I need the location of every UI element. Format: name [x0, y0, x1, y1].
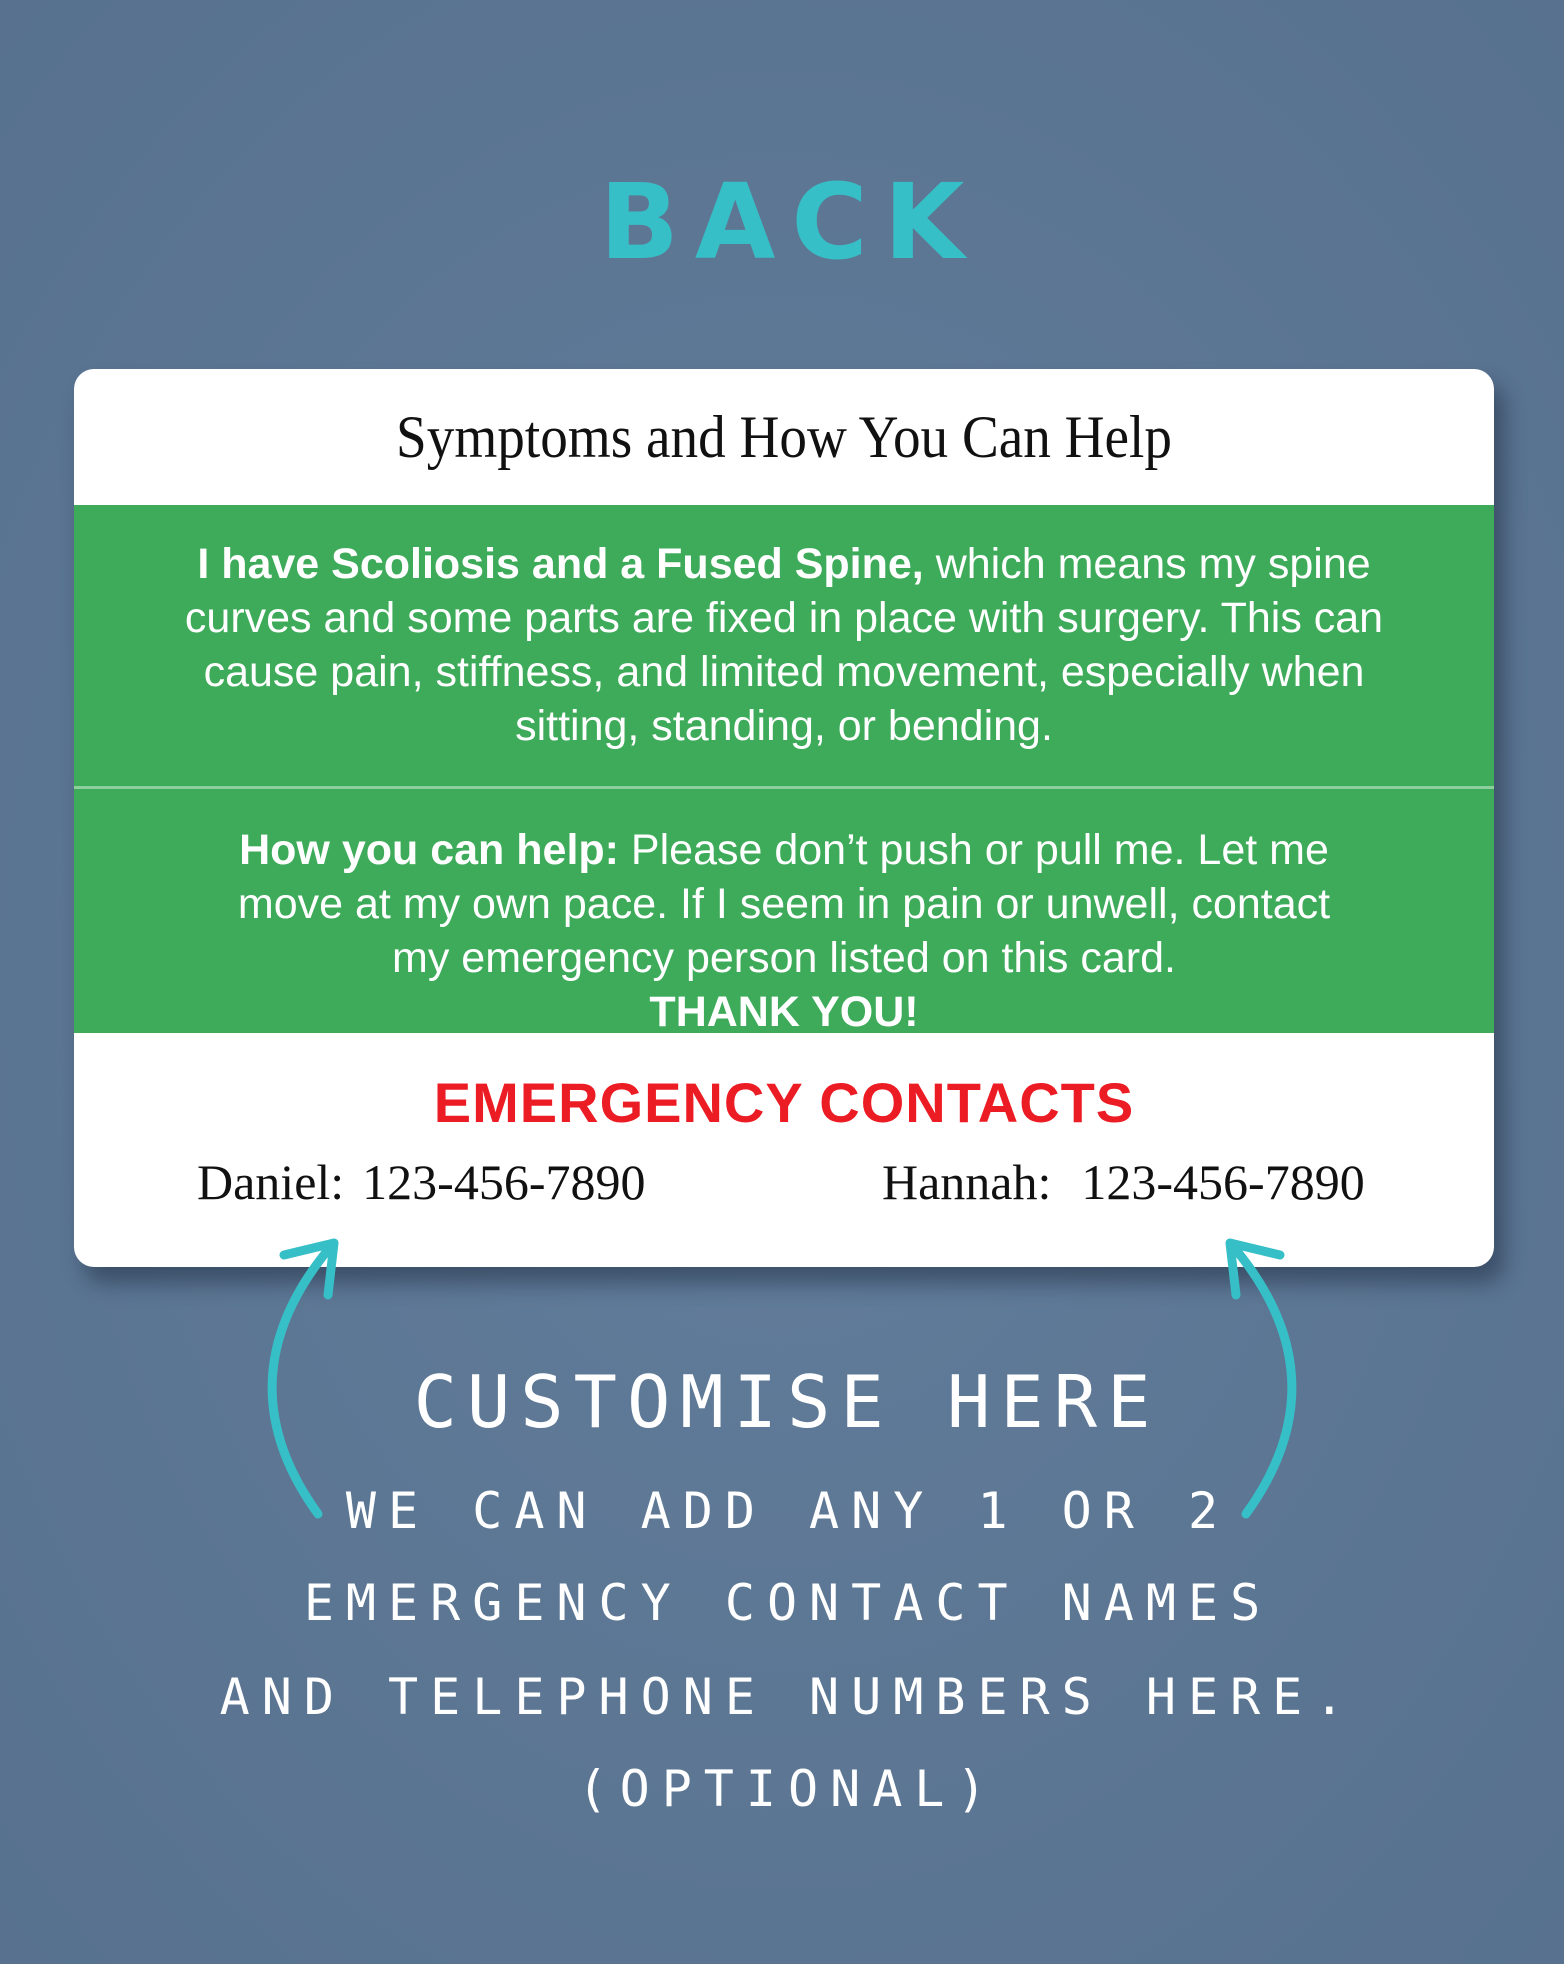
contact-name: Hannah:: [882, 1154, 1052, 1210]
caption-line: (OPTIONAL): [577, 1760, 999, 1818]
card-title: Symptoms and How You Can Help: [396, 403, 1172, 470]
condition-bold-text: I have Scoliosis and a Fused Spine,: [197, 540, 924, 588]
caption-line: AND TELEPHONE NUMBERS HERE.: [219, 1668, 1357, 1726]
caption-line: EMERGENCY CONTACT NAMES: [303, 1574, 1273, 1632]
contact-1: [197, 1154, 646, 1210]
customise-heading: CUSTOMISE HERE: [413, 1360, 1161, 1444]
help-text: Please don’t push or pull me. Let me move at my own pace. If I seem in pain or unwell, contact my emergency person listed on this card.: [237, 826, 1331, 982]
contact-phone: 123-456-7890: [362, 1154, 646, 1210]
caption-line: WE CAN ADD ANY 1 OR 2: [345, 1482, 1231, 1540]
thank-you-text: THANK YOU!: [649, 988, 919, 1036]
help-section: [74, 789, 1494, 1036]
emergency-contacts-title: EMERGENCY CONTACTS: [433, 1071, 1135, 1134]
help-bold-text: How you can help:: [239, 826, 619, 874]
contact-2: [882, 1154, 1365, 1210]
condition-section: [74, 505, 1494, 786]
condition-text: which means my spine curves and some parts are fixed in place with surgery. This can cause pain, stiffness, and limited movement, especially when sitting, standing, or bending.: [184, 540, 1384, 750]
medical-info-card: [74, 369, 1494, 1267]
contact-phone: 123-456-7890: [1081, 1154, 1365, 1210]
contact-name: Daniel:: [197, 1154, 345, 1210]
back-heading: BACK: [599, 161, 981, 283]
